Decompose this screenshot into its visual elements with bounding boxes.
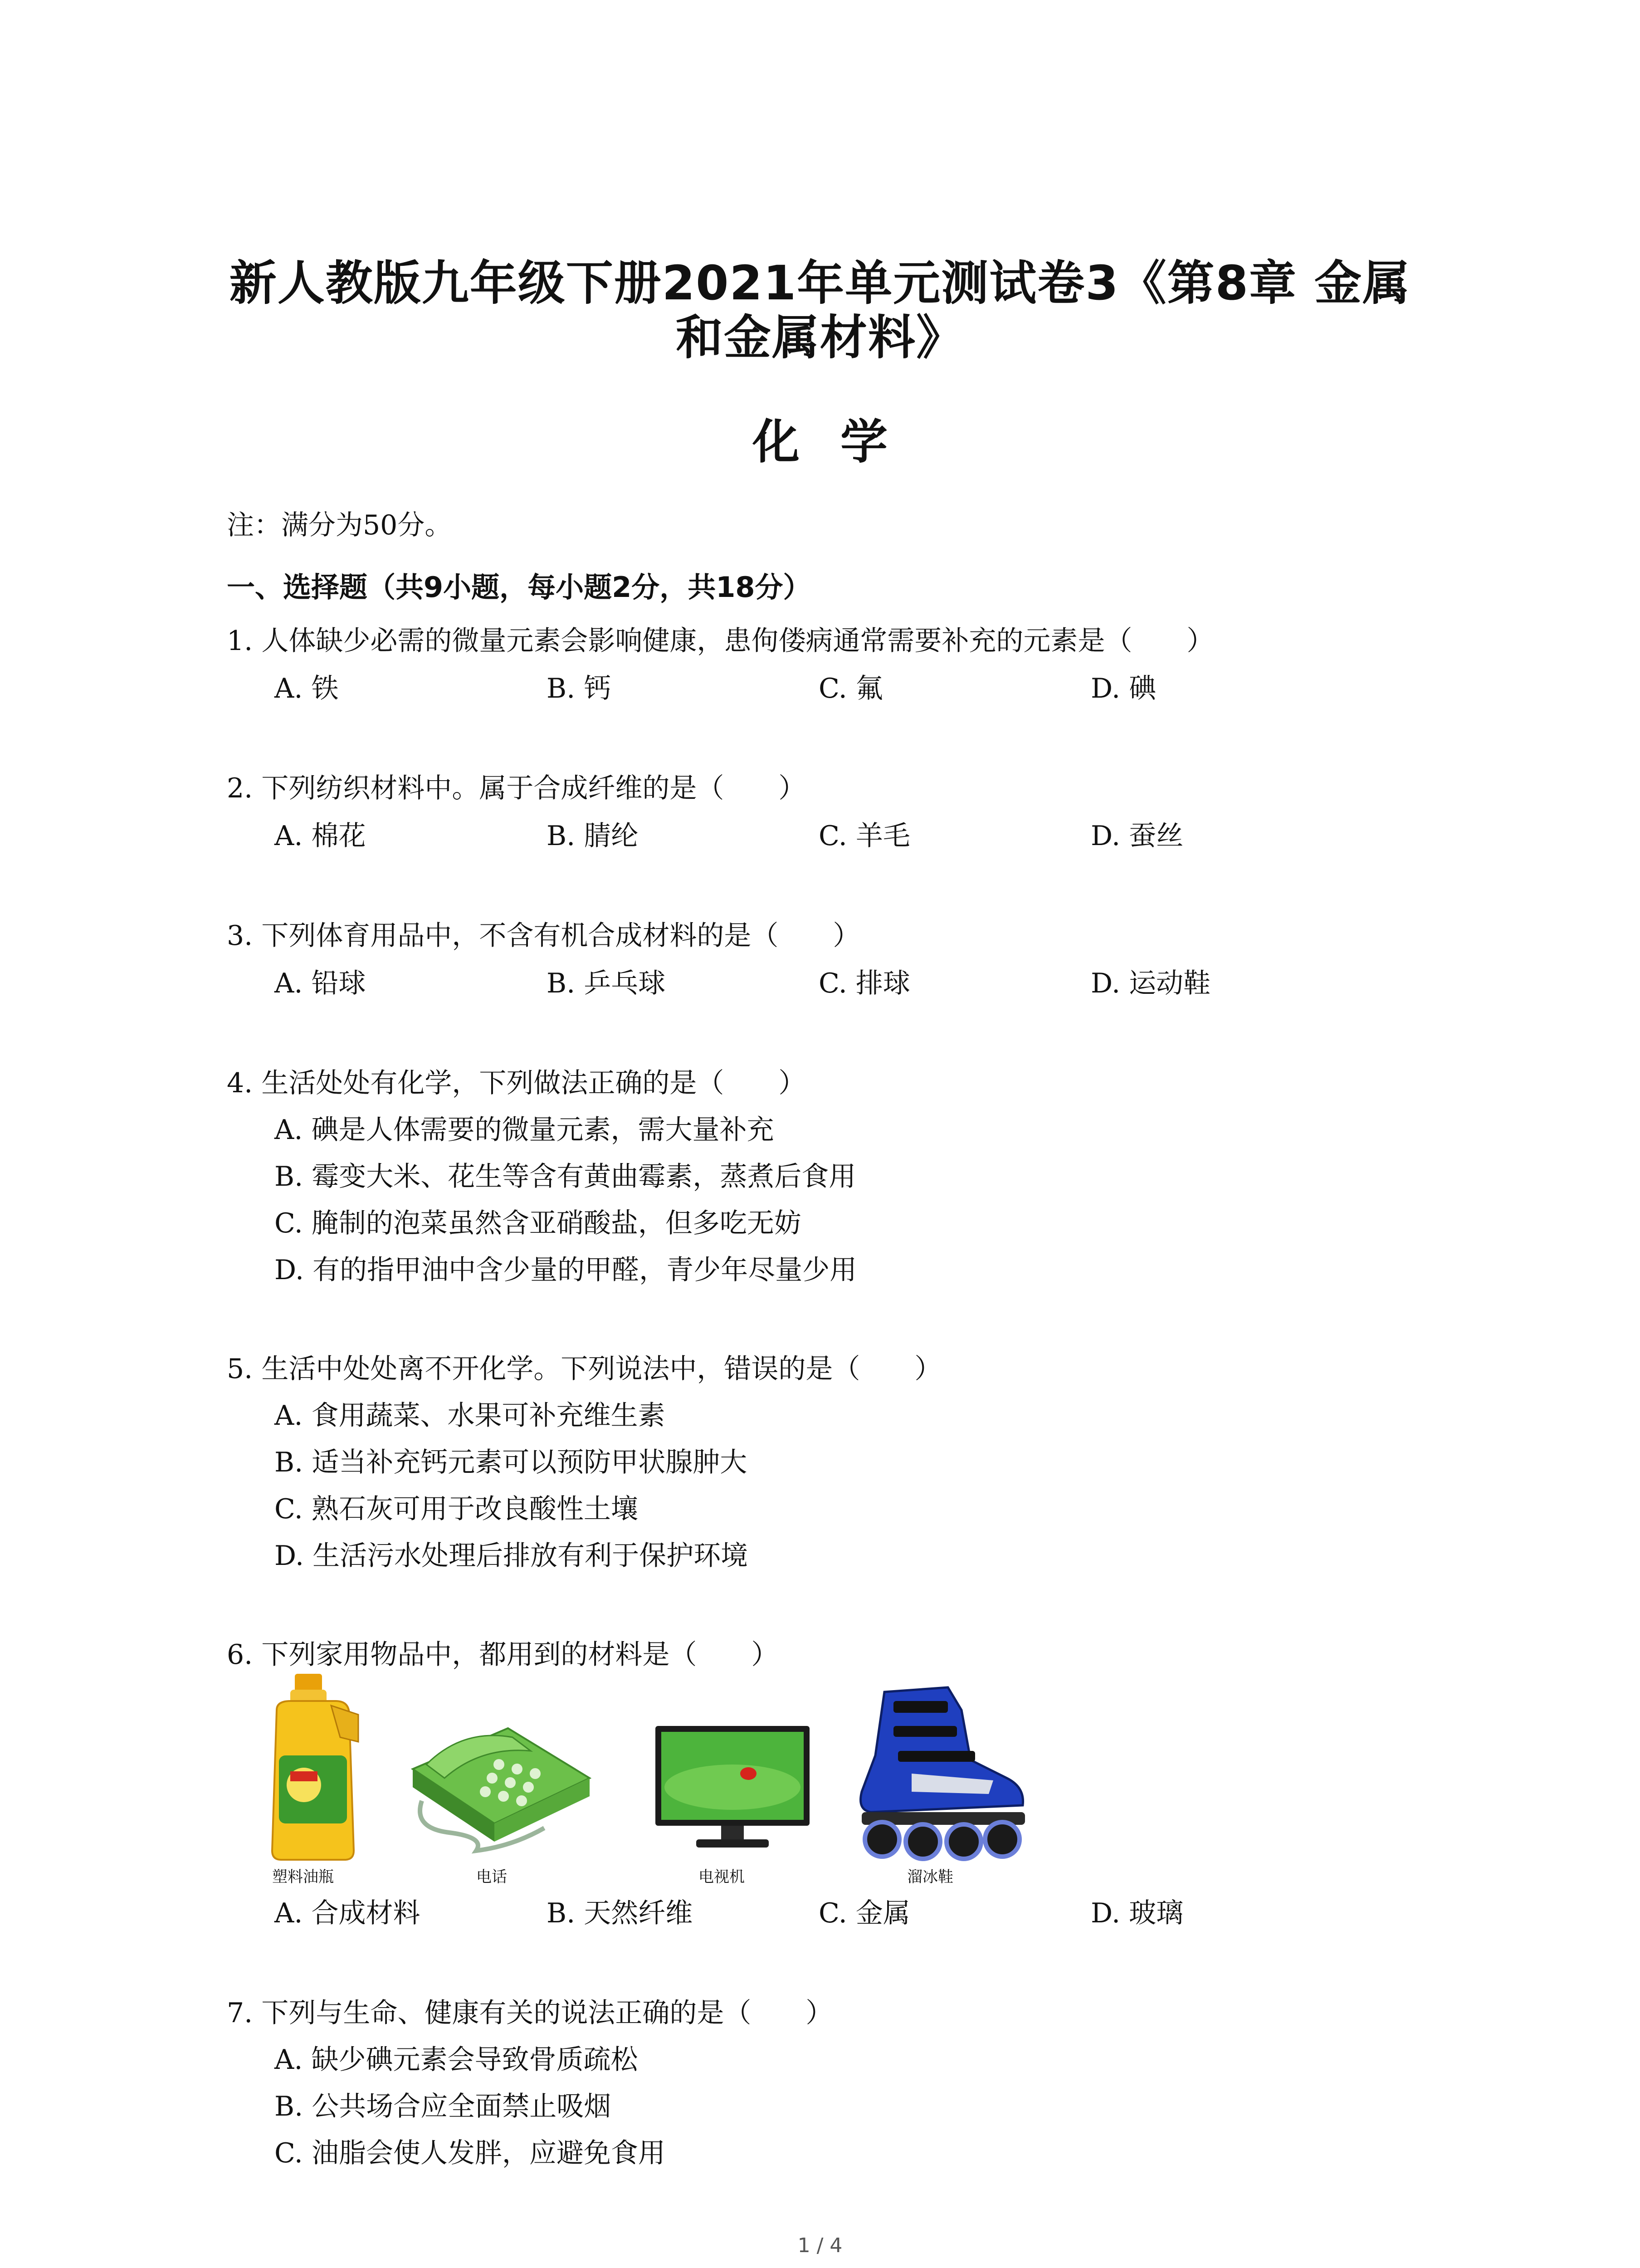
option-b[interactable]: B. 公共场合应全面禁止吸烟 xyxy=(274,2091,611,2122)
section-heading: 一、选择题（共9小题，每小题2分，共18分） xyxy=(227,571,811,604)
option-b[interactable]: B. 霉变大米、花生等含有黄曲霉素，蒸煮后食用 xyxy=(274,1161,856,1193)
option-a[interactable]: A. 合成材料 xyxy=(274,1897,420,1929)
option-c[interactable]: C. 腌制的泡菜虽然含亚硝酸盐，但多吃无妨 xyxy=(274,1207,801,1239)
option-c[interactable]: C. 熟石灰可用于改良酸性土壤 xyxy=(274,1493,638,1525)
option-d[interactable]: D. 蚕丝 xyxy=(1091,820,1184,852)
option-d[interactable]: D. 碘 xyxy=(1091,673,1157,704)
option-b[interactable]: B. 腈纶 xyxy=(547,820,639,852)
option-b[interactable]: B. 适当补充钙元素可以预防甲状腺肿大 xyxy=(274,1447,747,1478)
subject-heading: 化学 xyxy=(752,414,928,469)
caption-tv: 电视机 xyxy=(698,1868,745,1886)
option-a[interactable]: A. 棉花 xyxy=(274,820,366,852)
question-3: 3. 下列体育用品中，不含有机合成材料的是（ ） xyxy=(227,920,860,952)
question-2: 2. 下列纺织材料中。属于合成纤维的是（ ） xyxy=(227,772,806,804)
page-number: 1 / 4 xyxy=(797,2234,843,2257)
caption-oil-bottle: 塑料油瓶 xyxy=(272,1868,334,1886)
roller-skate-image xyxy=(844,1683,1034,1864)
option-d[interactable]: D. 运动鞋 xyxy=(1091,968,1211,999)
option-c[interactable]: C. 金属 xyxy=(819,1897,910,1929)
option-b[interactable]: B. 乒乓球 xyxy=(547,968,666,999)
option-a[interactable]: A. 食用蔬菜、水果可补充维生素 xyxy=(274,1400,665,1432)
option-c[interactable]: C. 油脂会使人发胖，应避免食用 xyxy=(274,2137,665,2169)
question-6: 6. 下列家用物品中，都用到的材料是（ ） xyxy=(227,1639,779,1671)
question-7: 7. 下列与生命、健康有关的说法正确的是（ ） xyxy=(227,1997,833,2029)
exam-title-line2: 和金属材料》 xyxy=(675,310,964,365)
option-b[interactable]: B. 钙 xyxy=(547,673,611,704)
question-5: 5. 生活中处处离不开化学。下列说法中，错误的是（ ） xyxy=(227,1353,942,1385)
option-d[interactable]: D. 玻璃 xyxy=(1091,1897,1184,1929)
option-d[interactable]: D. 有的指甲油中含少量的甲醛，青少年尽量少用 xyxy=(274,1254,857,1286)
option-d[interactable]: D. 生活污水处理后排放有利于保护环境 xyxy=(274,1540,748,1572)
option-c[interactable]: C. 羊毛 xyxy=(819,820,910,852)
question-1: 1. 人体缺少必需的微量元素会影响健康，患佝偻病通常需要补充的元素是（ ） xyxy=(227,625,1214,657)
exam-title-line1: 新人教版九年级下册2021年单元测试卷3《第8章 金属 xyxy=(229,255,1411,311)
option-c[interactable]: C. 排球 xyxy=(819,968,910,999)
telephone-image xyxy=(395,1710,603,1855)
question-4: 4. 生活处处有化学，下列做法正确的是（ ） xyxy=(227,1067,806,1099)
option-c[interactable]: C. 氟 xyxy=(819,673,883,704)
option-a[interactable]: A. 铁 xyxy=(274,673,339,704)
option-a[interactable]: A. 铅球 xyxy=(274,968,366,999)
option-a[interactable]: A. 碘是人体需要的微量元素，需大量补充 xyxy=(274,1114,774,1146)
caption-telephone: 电话 xyxy=(476,1868,507,1886)
oil-bottle-image xyxy=(263,1674,372,1864)
score-note: 注：满分为50分。 xyxy=(227,509,452,541)
tv-image xyxy=(653,1724,812,1855)
caption-roller-skate: 溜冰鞋 xyxy=(907,1868,953,1886)
option-a[interactable]: A. 缺少碘元素会导致骨质疏松 xyxy=(274,2044,638,2076)
option-b[interactable]: B. 天然纤维 xyxy=(547,1897,693,1929)
